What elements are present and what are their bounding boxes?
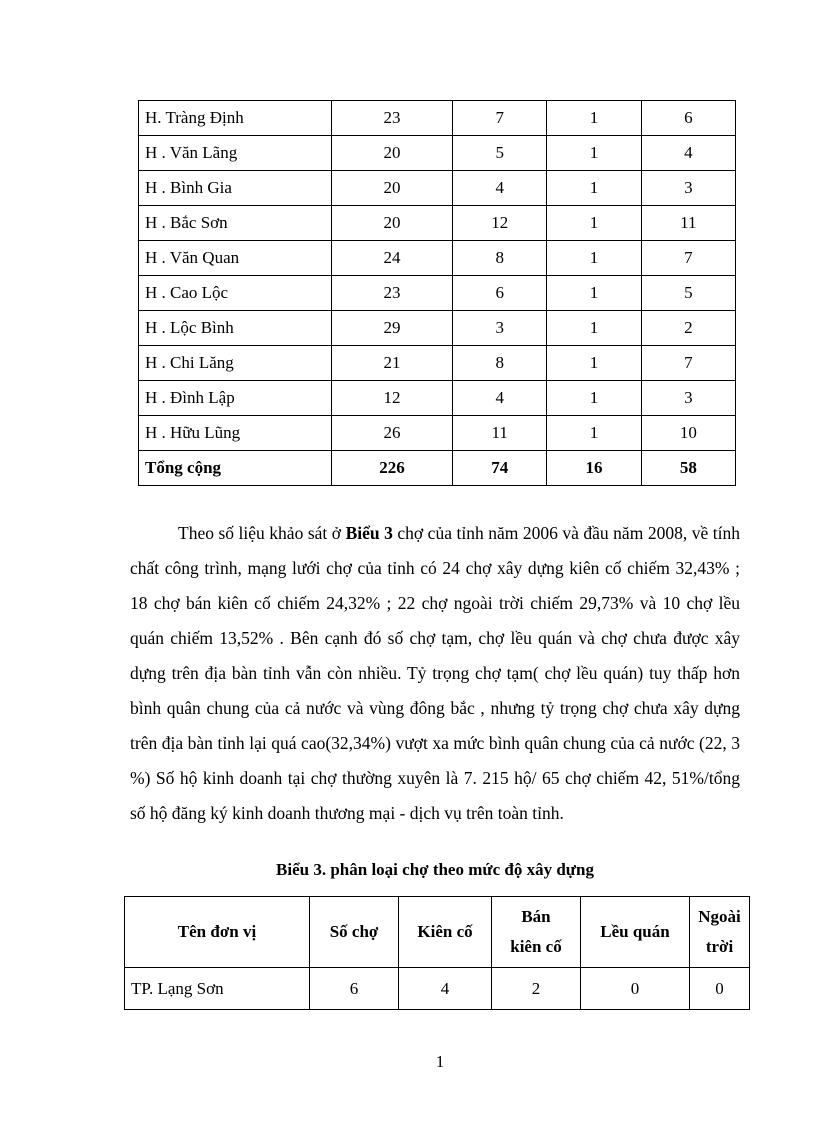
district-name: H . Văn Quan	[139, 241, 332, 276]
paragraph-bold-ref: Biểu 3	[345, 523, 393, 543]
district-name: H. Tràng Định	[139, 101, 332, 136]
cell: 74	[453, 451, 547, 486]
cell: 20	[332, 206, 453, 241]
cell: 21	[332, 346, 453, 381]
paragraph-body: chợ của tỉnh năm 2006 và đầu năm 2008, về tính chất công trình, mạng lưới chợ của tỉnh có 24 chợ xây dựng kiên cố chiếm 32,43% ; 18 chợ bán kiên cố chiếm 24,32% ; 22 chợ ngoài trời chiếm 29,73% và 10 chợ lều quán chiếm 13,52% . Bên cạnh đó số chợ tạm, chợ lều quán và chợ chưa được xây dựng trên địa bàn tỉnh vẫn còn nhiều. Tỷ trọng chợ tạm( chợ lều quán) tuy thấp hơn bình quân chung của cả nước và vùng đông bắc , nhưng tỷ trọng chợ chưa xây dựng trên địa bàn tỉnh lại quá cao(32,34%) vượt xa mức bình quân chung của cả nước (22, 3 %) Số hộ kinh doanh tại chợ thường xuyên là 7. 215 hộ/ 65 chợ chiếm 42, 51%/tổng số hộ đăng ký kinh doanh thương mại - dịch vụ trên toàn tỉnh.	[130, 523, 740, 823]
table-row	[139, 171, 736, 206]
cell: 4	[453, 381, 547, 416]
cell: 6	[453, 276, 547, 311]
cell: 1	[547, 136, 641, 171]
cell: 7	[641, 346, 735, 381]
total-row	[139, 451, 736, 486]
cell: 11	[453, 416, 547, 451]
cell: 2	[492, 968, 581, 1010]
cell: 24	[332, 241, 453, 276]
table-row	[139, 101, 736, 136]
cell: 1	[547, 381, 641, 416]
cell: 1	[547, 416, 641, 451]
table-caption: Biểu 3. phân loại chợ theo mức độ xây dựng	[276, 860, 594, 879]
header-outdoor: Ngoài trời	[690, 897, 750, 968]
cell: 23	[332, 276, 453, 311]
unit-name: TP. Lạng Sơn	[125, 968, 310, 1010]
table-row	[139, 136, 736, 171]
cell: 1	[547, 311, 641, 346]
cell: 6	[310, 968, 399, 1010]
cell: 12	[332, 381, 453, 416]
cell: 4	[453, 171, 547, 206]
cell: 5	[453, 136, 547, 171]
cell: 8	[453, 346, 547, 381]
cell: 20	[332, 171, 453, 206]
header-row	[125, 897, 750, 968]
cell: 0	[690, 968, 750, 1010]
cell: 29	[332, 311, 453, 346]
table-row	[139, 276, 736, 311]
header-stall: Lều quán	[581, 897, 690, 968]
cell: 11	[641, 206, 735, 241]
district-name: H . Hữu Lũng	[139, 416, 332, 451]
page-number: 1	[435, 1052, 445, 1071]
market-summary-table	[138, 100, 736, 486]
cell: 23	[332, 101, 453, 136]
district-name: H . Văn Lãng	[139, 136, 332, 171]
header-count: Số chợ	[310, 897, 399, 968]
table-row	[125, 968, 750, 1010]
table-row	[139, 346, 736, 381]
table-row	[139, 416, 736, 451]
table-row	[139, 206, 736, 241]
cell: 0	[581, 968, 690, 1010]
cell: 4	[641, 136, 735, 171]
cell: 4	[399, 968, 492, 1010]
cell: 3	[641, 171, 735, 206]
cell: 3	[453, 311, 547, 346]
table-row	[139, 381, 736, 416]
district-name: H . Lộc Bình	[139, 311, 332, 346]
paragraph-intro: Theo số liệu khảo sát ở	[178, 523, 346, 543]
cell: 7	[641, 241, 735, 276]
cell: 1	[547, 346, 641, 381]
table-row	[139, 311, 736, 346]
table-row	[139, 241, 736, 276]
cell: 1	[547, 171, 641, 206]
cell: 12	[453, 206, 547, 241]
cell: 8	[453, 241, 547, 276]
header-semi-line1: Bán	[521, 907, 551, 926]
total-label: Tổng cộng	[139, 451, 332, 486]
cell: 26	[332, 416, 453, 451]
market-classification-table	[124, 896, 750, 1010]
district-name: H . Cao Lộc	[139, 276, 332, 311]
header-solid: Kiên cố	[399, 897, 492, 968]
cell: 6	[641, 101, 735, 136]
cell: 7	[453, 101, 547, 136]
cell: 1	[547, 276, 641, 311]
cell: 58	[641, 451, 735, 486]
cell: 16	[547, 451, 641, 486]
district-name: H . Chi Lăng	[139, 346, 332, 381]
cell: 20	[332, 136, 453, 171]
cell: 3	[641, 381, 735, 416]
cell: 1	[547, 241, 641, 276]
cell: 5	[641, 276, 735, 311]
header-unit: Tên đơn vị	[125, 897, 310, 968]
cell: 2	[641, 311, 735, 346]
district-name: H . Bình Gia	[139, 171, 332, 206]
district-name: H . Bắc Sơn	[139, 206, 332, 241]
cell: 10	[641, 416, 735, 451]
cell: 1	[547, 101, 641, 136]
cell: 226	[332, 451, 453, 486]
district-name: H . Đình Lập	[139, 381, 332, 416]
header-semi-line2: kiên cố	[510, 937, 562, 956]
header-semi	[492, 897, 581, 968]
body-paragraph	[130, 516, 740, 831]
cell: 1	[547, 206, 641, 241]
